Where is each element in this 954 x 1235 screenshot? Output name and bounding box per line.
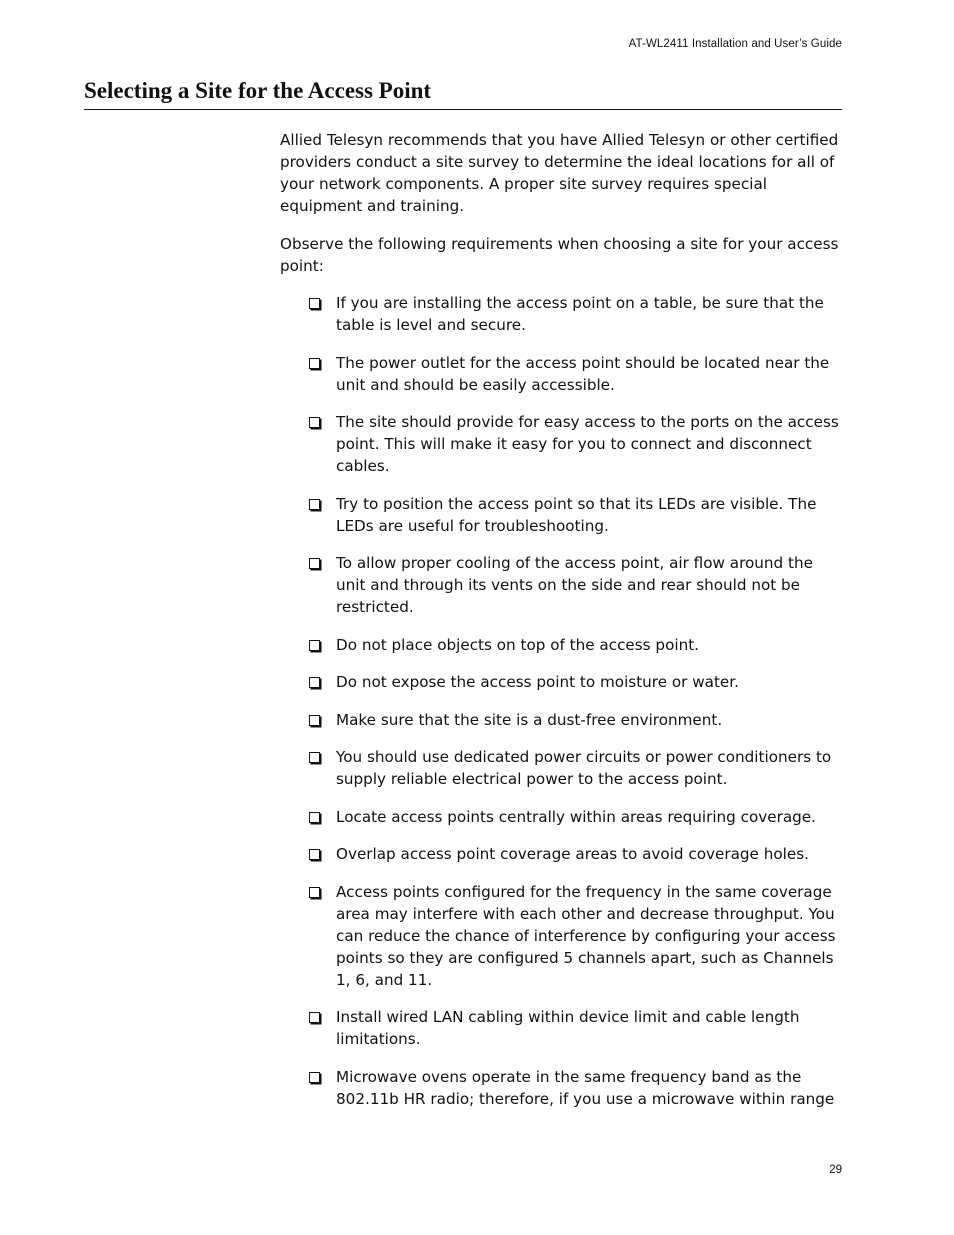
list-item-text: Overlap access point coverage areas to avoid coverage holes.	[336, 845, 809, 863]
list-item-text: The power outlet for the access point should be located near the unit and should be easily accessible.	[336, 353, 830, 394]
list-item	[308, 411, 842, 477]
list-item-text: Do not expose the access point to moisture or water.	[336, 673, 739, 691]
list-item	[308, 552, 842, 618]
list-item-text: Try to position the access point so that its LEDs are visible. The LEDs are useful for troubleshooting.	[336, 494, 817, 535]
requirements-list	[280, 292, 842, 1110]
checkbox-icon	[309, 887, 320, 898]
checkbox-icon	[309, 640, 320, 651]
checkbox-icon	[309, 677, 320, 688]
list-item-text: Make sure that the site is a dust-free environment.	[336, 710, 723, 729]
intro-paragraph: Allied Telesyn recommends that you have Allied Telesyn or other certified providers conduct a site survey to determine the ideal locations for all of your network components. A proper site survey requires special equipment and training.	[280, 131, 839, 215]
checkbox-icon	[309, 1072, 320, 1083]
checkbox-icon	[309, 752, 320, 763]
list-item-text: To allow proper cooling of the access point, air flow around the unit and through its vents on the side and rear should not be restricted.	[336, 554, 813, 616]
list-item	[308, 806, 842, 828]
list-item	[308, 843, 842, 865]
list-item-text: You should use dedicated power circuits or power conditioners to supply reliable electrical power to the access point.	[336, 748, 832, 788]
list-item	[308, 493, 842, 537]
list-item	[308, 671, 842, 693]
list-item-text: Locate access points centrally within areas requiring coverage.	[336, 807, 816, 826]
list-item	[308, 352, 842, 396]
list-item	[308, 1006, 842, 1050]
checkbox-icon	[309, 812, 320, 823]
list-item	[308, 746, 842, 790]
checkbox-icon	[309, 715, 320, 726]
checkbox-icon	[309, 298, 320, 309]
list-item	[308, 292, 842, 336]
list-item	[308, 1066, 842, 1110]
checkbox-icon	[309, 558, 320, 569]
list-item-text: Install wired LAN cabling within device limit and cable length limitations.	[336, 1008, 800, 1048]
checkbox-icon	[309, 1012, 320, 1023]
list-item	[308, 634, 842, 656]
list-item	[308, 881, 842, 991]
title-rule	[84, 109, 842, 110]
checkbox-icon	[309, 358, 320, 369]
list-item-text: The site should provide for easy access to the ports on the access point. This will make it easy for you to connect and disconnect cables.	[336, 413, 839, 475]
checkbox-icon	[309, 499, 320, 510]
running-header: AT-WL2411 Installation and User’s Guide	[628, 38, 842, 50]
list-item	[308, 709, 842, 731]
list-item-text: Access points configured for the frequency in the same coverage area may interfere with each other and decrease throughput. You can reduce the chance of interference by configuring your access points so they are configured 5 channels apart, such as Channels 1, 6, and 11.	[336, 882, 836, 989]
checkbox-icon	[309, 417, 320, 428]
body-column	[280, 129, 842, 1125]
list-item-text: Microwave ovens operate in the same frequency band as the 802.11b HR radio; therefore, if you use a microwave within range	[336, 1067, 835, 1108]
section-title: Selecting a Site for the Access Point	[84, 78, 432, 103]
list-item-text: Do not place objects on top of the access point.	[336, 635, 699, 654]
list-item-text: If you are installing the access point on a table, be sure that the table is level and secure.	[336, 294, 824, 334]
requirements-intro-paragraph: Observe the following requirements when choosing a site for your access point:	[280, 234, 839, 275]
page-number: 29	[829, 1164, 842, 1176]
checkbox-icon	[309, 849, 320, 860]
